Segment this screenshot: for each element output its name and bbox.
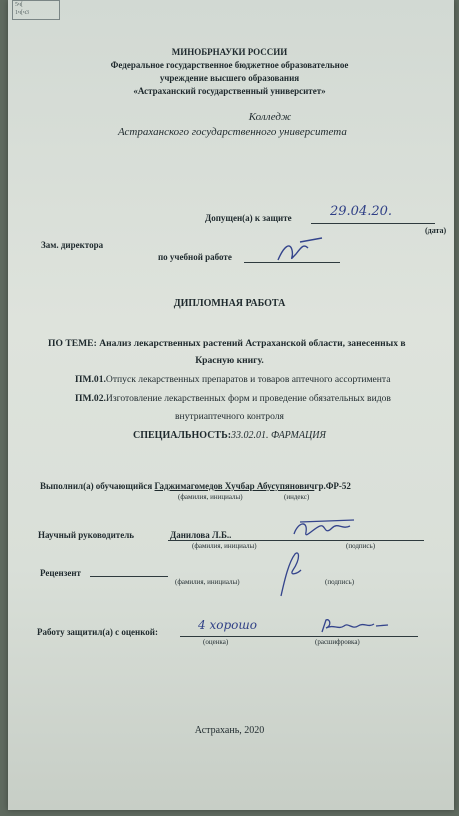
defense-decode-caption: (расшифровка) — [315, 638, 360, 646]
module-1 — [75, 374, 390, 385]
topic-line-1 — [48, 338, 406, 349]
module-2-code: ПМ.02. — [75, 393, 106, 404]
academic-work-label: по учебной работе — [158, 252, 232, 262]
college-label: Колледж — [248, 111, 292, 123]
student-label: Выполнил(а) обучающийся — [40, 481, 153, 491]
supervisor-name: Данилова Л.Б.. — [170, 530, 232, 540]
topic-label: ПО ТЕМЕ: — [48, 338, 97, 349]
college-university: Астраханского государственного университета — [118, 126, 347, 138]
specialty-label: СПЕЦИАЛЬНОСТЬ: — [133, 430, 232, 441]
university-name: «Астраханский государственный университет» — [133, 86, 326, 96]
module-2-text: Изготовление лекарственных форм и проведение обязательных видов — [105, 393, 391, 404]
student-index-caption: (индекс) — [284, 493, 310, 501]
header-line-2: Федеральное государственное бюджетное образовательное — [110, 60, 349, 70]
stamp-table — [12, 0, 60, 20]
topic-line-2: Красную книгу. — [195, 355, 264, 366]
reviewer-label: Рецензент — [40, 568, 81, 578]
stamp-cell-1: 5ч[ — [15, 2, 24, 8]
document-title: ДИПЛОМНАЯ РАБОТА — [173, 298, 286, 309]
specialty-value: 33.02.01. ФАРМАЦИЯ — [231, 430, 326, 441]
module-1-text: Отпуск лекарственных препаратов и товаров аптечного ассортимента — [105, 374, 391, 385]
defense-grade-caption: (оценка) — [203, 638, 229, 646]
supervisor-label: Научный руководитель — [38, 530, 134, 540]
reviewer-sign-caption: (подпись) — [325, 578, 355, 586]
city-year: Астрахань, 2020 — [194, 725, 265, 736]
admission-label: Допущен(а) к защите — [205, 213, 292, 223]
date-caption: (дата) — [425, 226, 447, 235]
supervisor-name-caption: (фамилия, инициалы) — [192, 542, 257, 550]
reviewer-line — [90, 576, 168, 577]
deputy-director-label: Зам. директора — [41, 240, 104, 250]
reviewer-signature — [275, 548, 315, 600]
defense-decode-signature — [318, 616, 392, 638]
supervisor-signature — [290, 516, 360, 544]
topic-text-1: Анализ лекарственных растений Астраханской области, занесенных в — [99, 338, 406, 349]
student-name: Гаджимагомедов Хучбар Абусупянович — [154, 481, 315, 491]
student-name-caption: (фамилия, инициалы) — [178, 493, 243, 501]
header-line-3: учреждение высшего образования — [159, 73, 300, 83]
specialty — [0, 430, 459, 441]
module-2 — [75, 393, 391, 404]
student-group: гр.ФР-52 — [314, 481, 351, 491]
module-2-continued: внутриаптечного контроля — [175, 411, 284, 422]
student-row — [40, 481, 351, 491]
admission-date-line — [311, 223, 435, 224]
stamp-cell-2: 1ч[ч3 — [15, 10, 30, 16]
admission-date-handwritten: 29.04.20. — [330, 204, 393, 219]
defense-label: Работу защитил(а) с оценкой: — [37, 627, 158, 637]
deputy-signature — [270, 236, 330, 266]
module-1-code: ПМ.01. — [75, 374, 106, 385]
supervisor-sign-caption: (подпись) — [346, 542, 376, 550]
defense-grade-handwritten: 4 хорошо — [198, 618, 257, 632]
ministry-title: МИНОБРНАУКИ РОССИИ — [171, 47, 288, 57]
reviewer-name-caption: (фамилия, инициалы) — [175, 578, 240, 586]
